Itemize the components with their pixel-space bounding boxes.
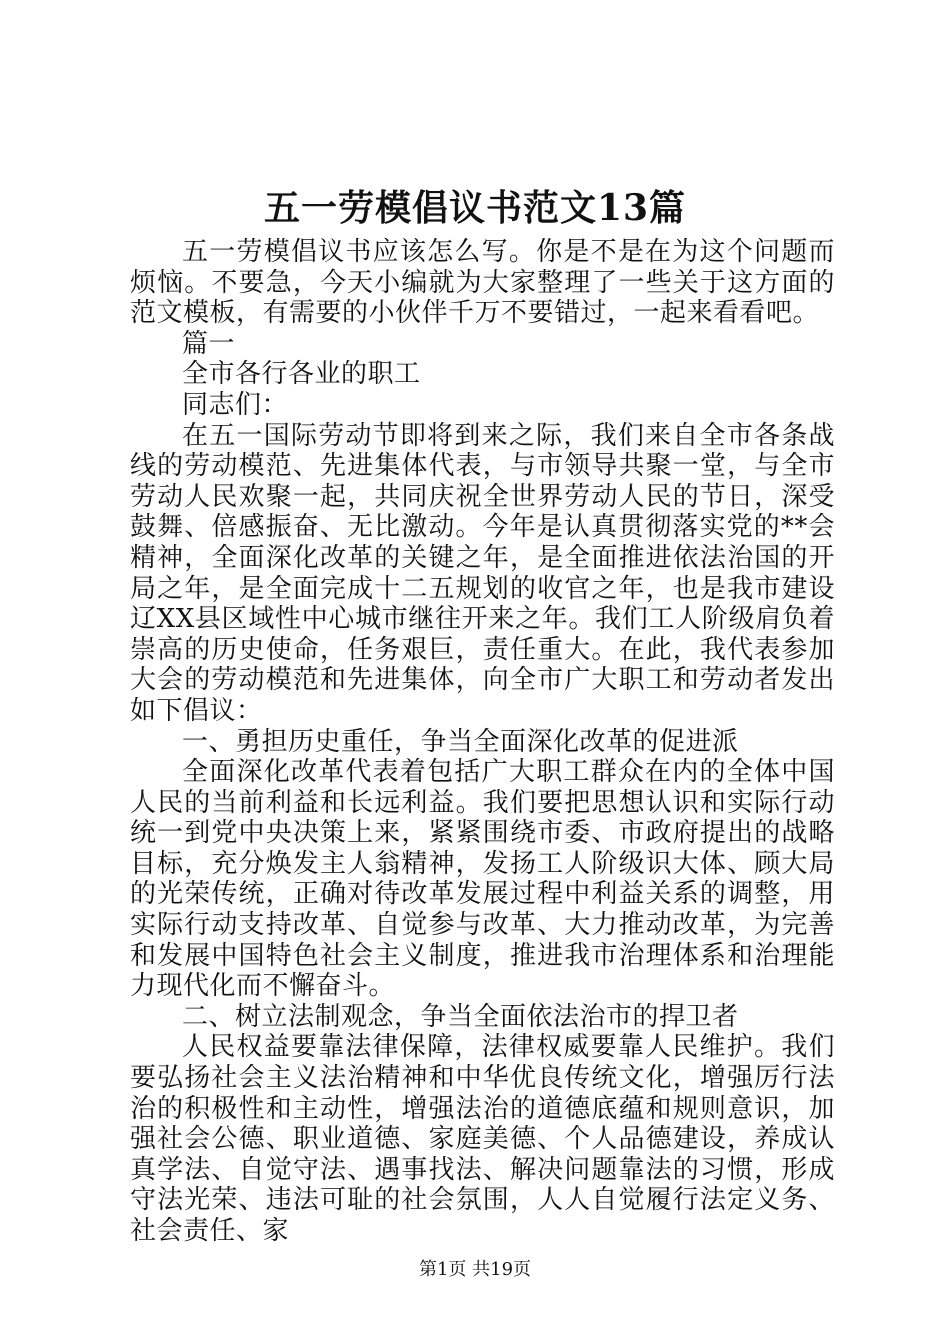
paragraph-proposal-2: 人民权益要靠法律保障，法律权威要靠人民维护。我们要弘扬社会主义法治精神和中华优良传统文化，增强厉行法治的积极性和主动性，增强法治的道德底蕴和规则意识，加强社会公德、职业道德、家庭美德、个人品德建设，养成认真学法、自觉守法、遇事找法、解决问题靠法的习惯，形成守法光荣、违法可耻的社会氛围，人人自觉履行法定义务、社会责任、家 bbox=[130, 1032, 835, 1246]
paragraph-intro: 五一劳模倡议书应该怎么写。你是不是在为这个问题而烦恼。不要急，今天小编就为大家整理了一些关于这方面的范文模板，有需要的小伙伴千万不要错过，一起来看看吧。 bbox=[130, 237, 835, 329]
section-heading-part-one: 篇一 bbox=[182, 328, 236, 359]
paragraph-opening: 在五一国际劳动节即将到来之际，我们来自全市各条战线的劳动模范、先进集体代表，与市领导共聚一堂，与全市劳动人民欢聚一起，共同庆祝全世界劳动人民的节日，深受鼓舞、倍感振奋、无比激动。今年是认真贯彻落实党的**会精神，全面深化改革的关键之年，是全面推进依法治国的开局之年，是全面完成十二五规划的收官之年，也是我市建设辽XX县区域性中心城市继往开来之年。我们工人阶级肩负着崇高的历史使命，任务艰巨，责任重大。在此，我代表参加大会的劳动模范和先进集体，向全市广大职工和劳动者发出如下倡议： bbox=[130, 420, 835, 726]
document-body bbox=[130, 237, 835, 1247]
proposal-heading-2: 二、树立法制观念，争当全面依法治市的捍卫者 bbox=[182, 1001, 739, 1032]
page-footer: 第1页 共19页 bbox=[418, 1259, 532, 1280]
proposal-heading-1: 一、勇担历史重任，争当全面深化改革的促进派 bbox=[182, 726, 739, 757]
document-title: 五一劳模倡议书范文13篇 bbox=[263, 187, 687, 229]
paragraph-proposal-1: 全面深化改革代表着包括广大职工群众在内的全体中国人民的当前利益和长远利益。我们要把思想认识和实际行动统一到党中央决策上来，紧紧围绕市委、市政府提出的战略目标，充分焕发主人翁精神，发扬工人阶级识大体、顾大局的光荣传统，正确对待改革发展过程中利益关系的调整，用实际行动支持改革、自觉参与改革、大力推动改革，为完善和发展中国特色社会主义制度，推进我市治理体系和治理能力现代化而不懈奋斗。 bbox=[130, 757, 835, 1002]
salutation-recipients: 全市各行各业的职工 bbox=[182, 359, 421, 390]
salutation-comrades: 同志们： bbox=[182, 389, 289, 420]
